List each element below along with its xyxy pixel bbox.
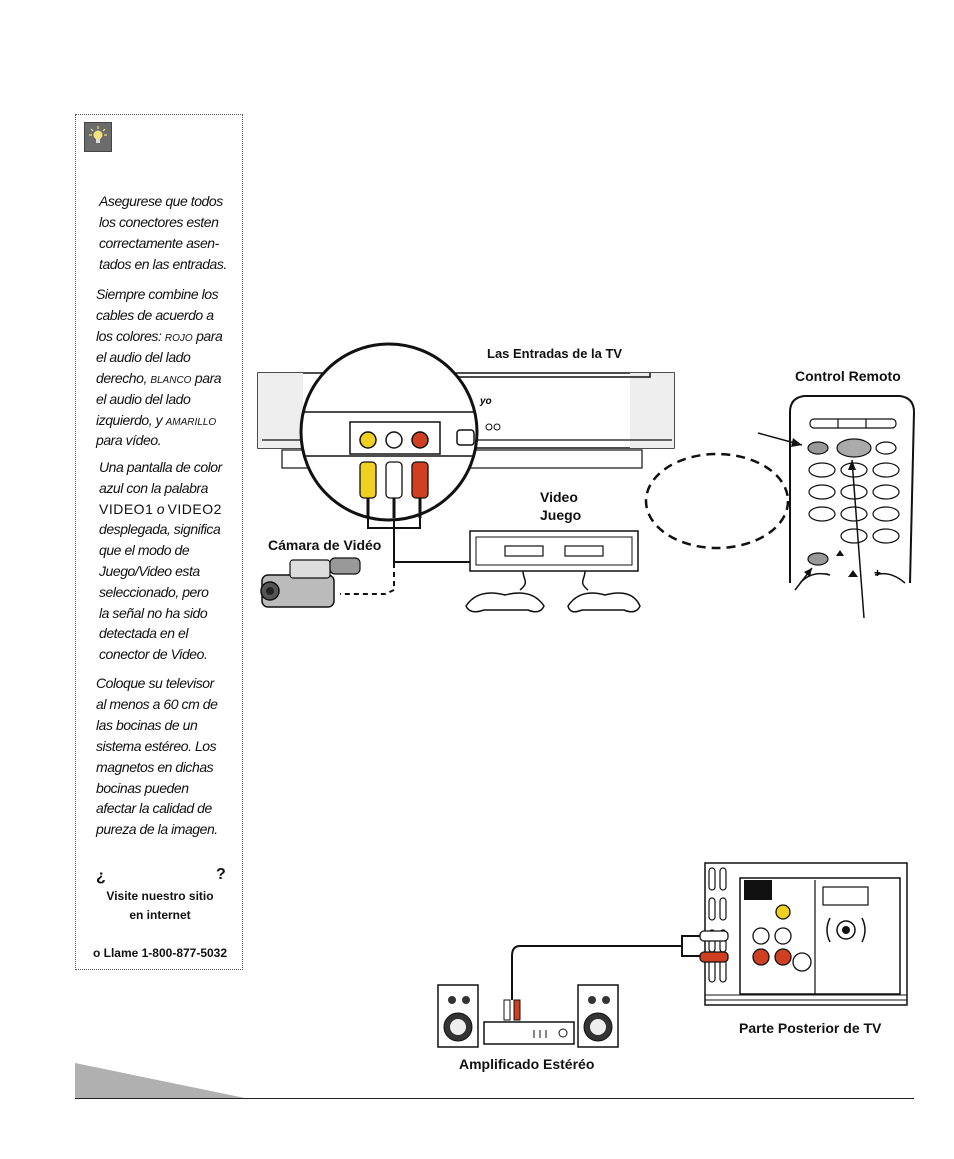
tip-line: magnetos en dichas xyxy=(96,759,214,775)
front-jacks-zoom xyxy=(301,344,477,528)
highlight-dashed-circle xyxy=(646,454,788,548)
tip-line: derecho, BLANCO para xyxy=(96,370,222,386)
page-corner-tab xyxy=(75,1063,245,1098)
remote-label: Control Remoto xyxy=(795,368,901,384)
tip-line: pureza de la imagen. xyxy=(96,821,218,837)
tip-line: bocinas pueden xyxy=(96,780,189,796)
tip-line: la señal no ha sido xyxy=(99,605,208,621)
tv-brand-text: yo xyxy=(480,396,492,407)
stereo-amplifier xyxy=(438,985,618,1047)
tip-line: el audio del lado xyxy=(96,391,191,407)
video-game-label-1: Video xyxy=(540,489,578,505)
video-jack-yellow xyxy=(360,432,376,448)
tip-line: VIDEO1 o VIDEO2 xyxy=(99,501,222,517)
remote-minus: – xyxy=(822,566,829,580)
tip-line: los colores: ROJO para xyxy=(96,328,223,344)
tip-line: correctamente asen- xyxy=(99,235,219,251)
question-open: ¿ xyxy=(96,868,106,885)
question-close: ? xyxy=(216,866,226,883)
amplifier-label: Amplificado Estéréo xyxy=(459,1056,595,1072)
audio-jack-red xyxy=(412,432,428,448)
tip-line: Coloque su televisor xyxy=(96,675,214,691)
cable-to-game xyxy=(394,520,470,562)
footer-rule xyxy=(75,1098,914,1099)
tip-line: las bocinas de un xyxy=(96,717,198,733)
tip-line: cables de acuerdo a xyxy=(96,307,214,323)
tip-line: azul con la palabra xyxy=(99,480,208,496)
tip-line: desplegada, significa xyxy=(99,521,221,537)
tip-line: izquierdo, y AMARILLO xyxy=(96,412,217,428)
tv-back-panel xyxy=(705,863,907,1005)
tip-line: Una pantalla de color xyxy=(99,459,222,475)
tip-line: afectar la calidad de xyxy=(96,800,212,816)
tip-line: tados en las entradas. xyxy=(99,256,227,272)
camcorder xyxy=(261,558,360,607)
tip-line: detectada en el xyxy=(99,625,188,641)
tv-inputs-label: Las Entradas de la TV xyxy=(487,346,623,361)
tip-line: que el modo de xyxy=(99,542,190,558)
tip-line: los conectores esten xyxy=(99,214,219,230)
video-game-console xyxy=(466,531,640,612)
tip-line: para vídeo. xyxy=(96,432,162,448)
tip-line: conector de Video. xyxy=(99,646,208,662)
remote-button xyxy=(808,442,828,454)
remote-plus: + xyxy=(874,566,882,580)
website-line-2: en internet xyxy=(129,908,191,922)
tip-line: seleccionado, pero xyxy=(99,584,209,600)
website-line-1: Visite nuestro sitio xyxy=(106,889,214,903)
remote-control xyxy=(758,396,914,618)
tv-back-label: Parte Posterior de TV xyxy=(739,1020,882,1036)
camcorder-label: Cámara de Vidéo xyxy=(268,537,382,553)
phone-line: o Llame 1-800-877-5032 xyxy=(92,946,228,960)
tip-line: Siempre combine los xyxy=(96,286,219,302)
tip-line: al menos a 60 cm de xyxy=(96,696,218,712)
tip-line: el audio del lado xyxy=(96,349,191,365)
video-game-label-2: Juego xyxy=(540,507,582,523)
remote-button xyxy=(837,439,871,457)
audio-jack-white xyxy=(386,432,402,448)
tip-line: Asegurese que todos xyxy=(99,193,223,209)
tip-line: sistema estéreo. Los xyxy=(96,738,217,754)
tip-line: Juego/Video esta xyxy=(99,563,200,579)
